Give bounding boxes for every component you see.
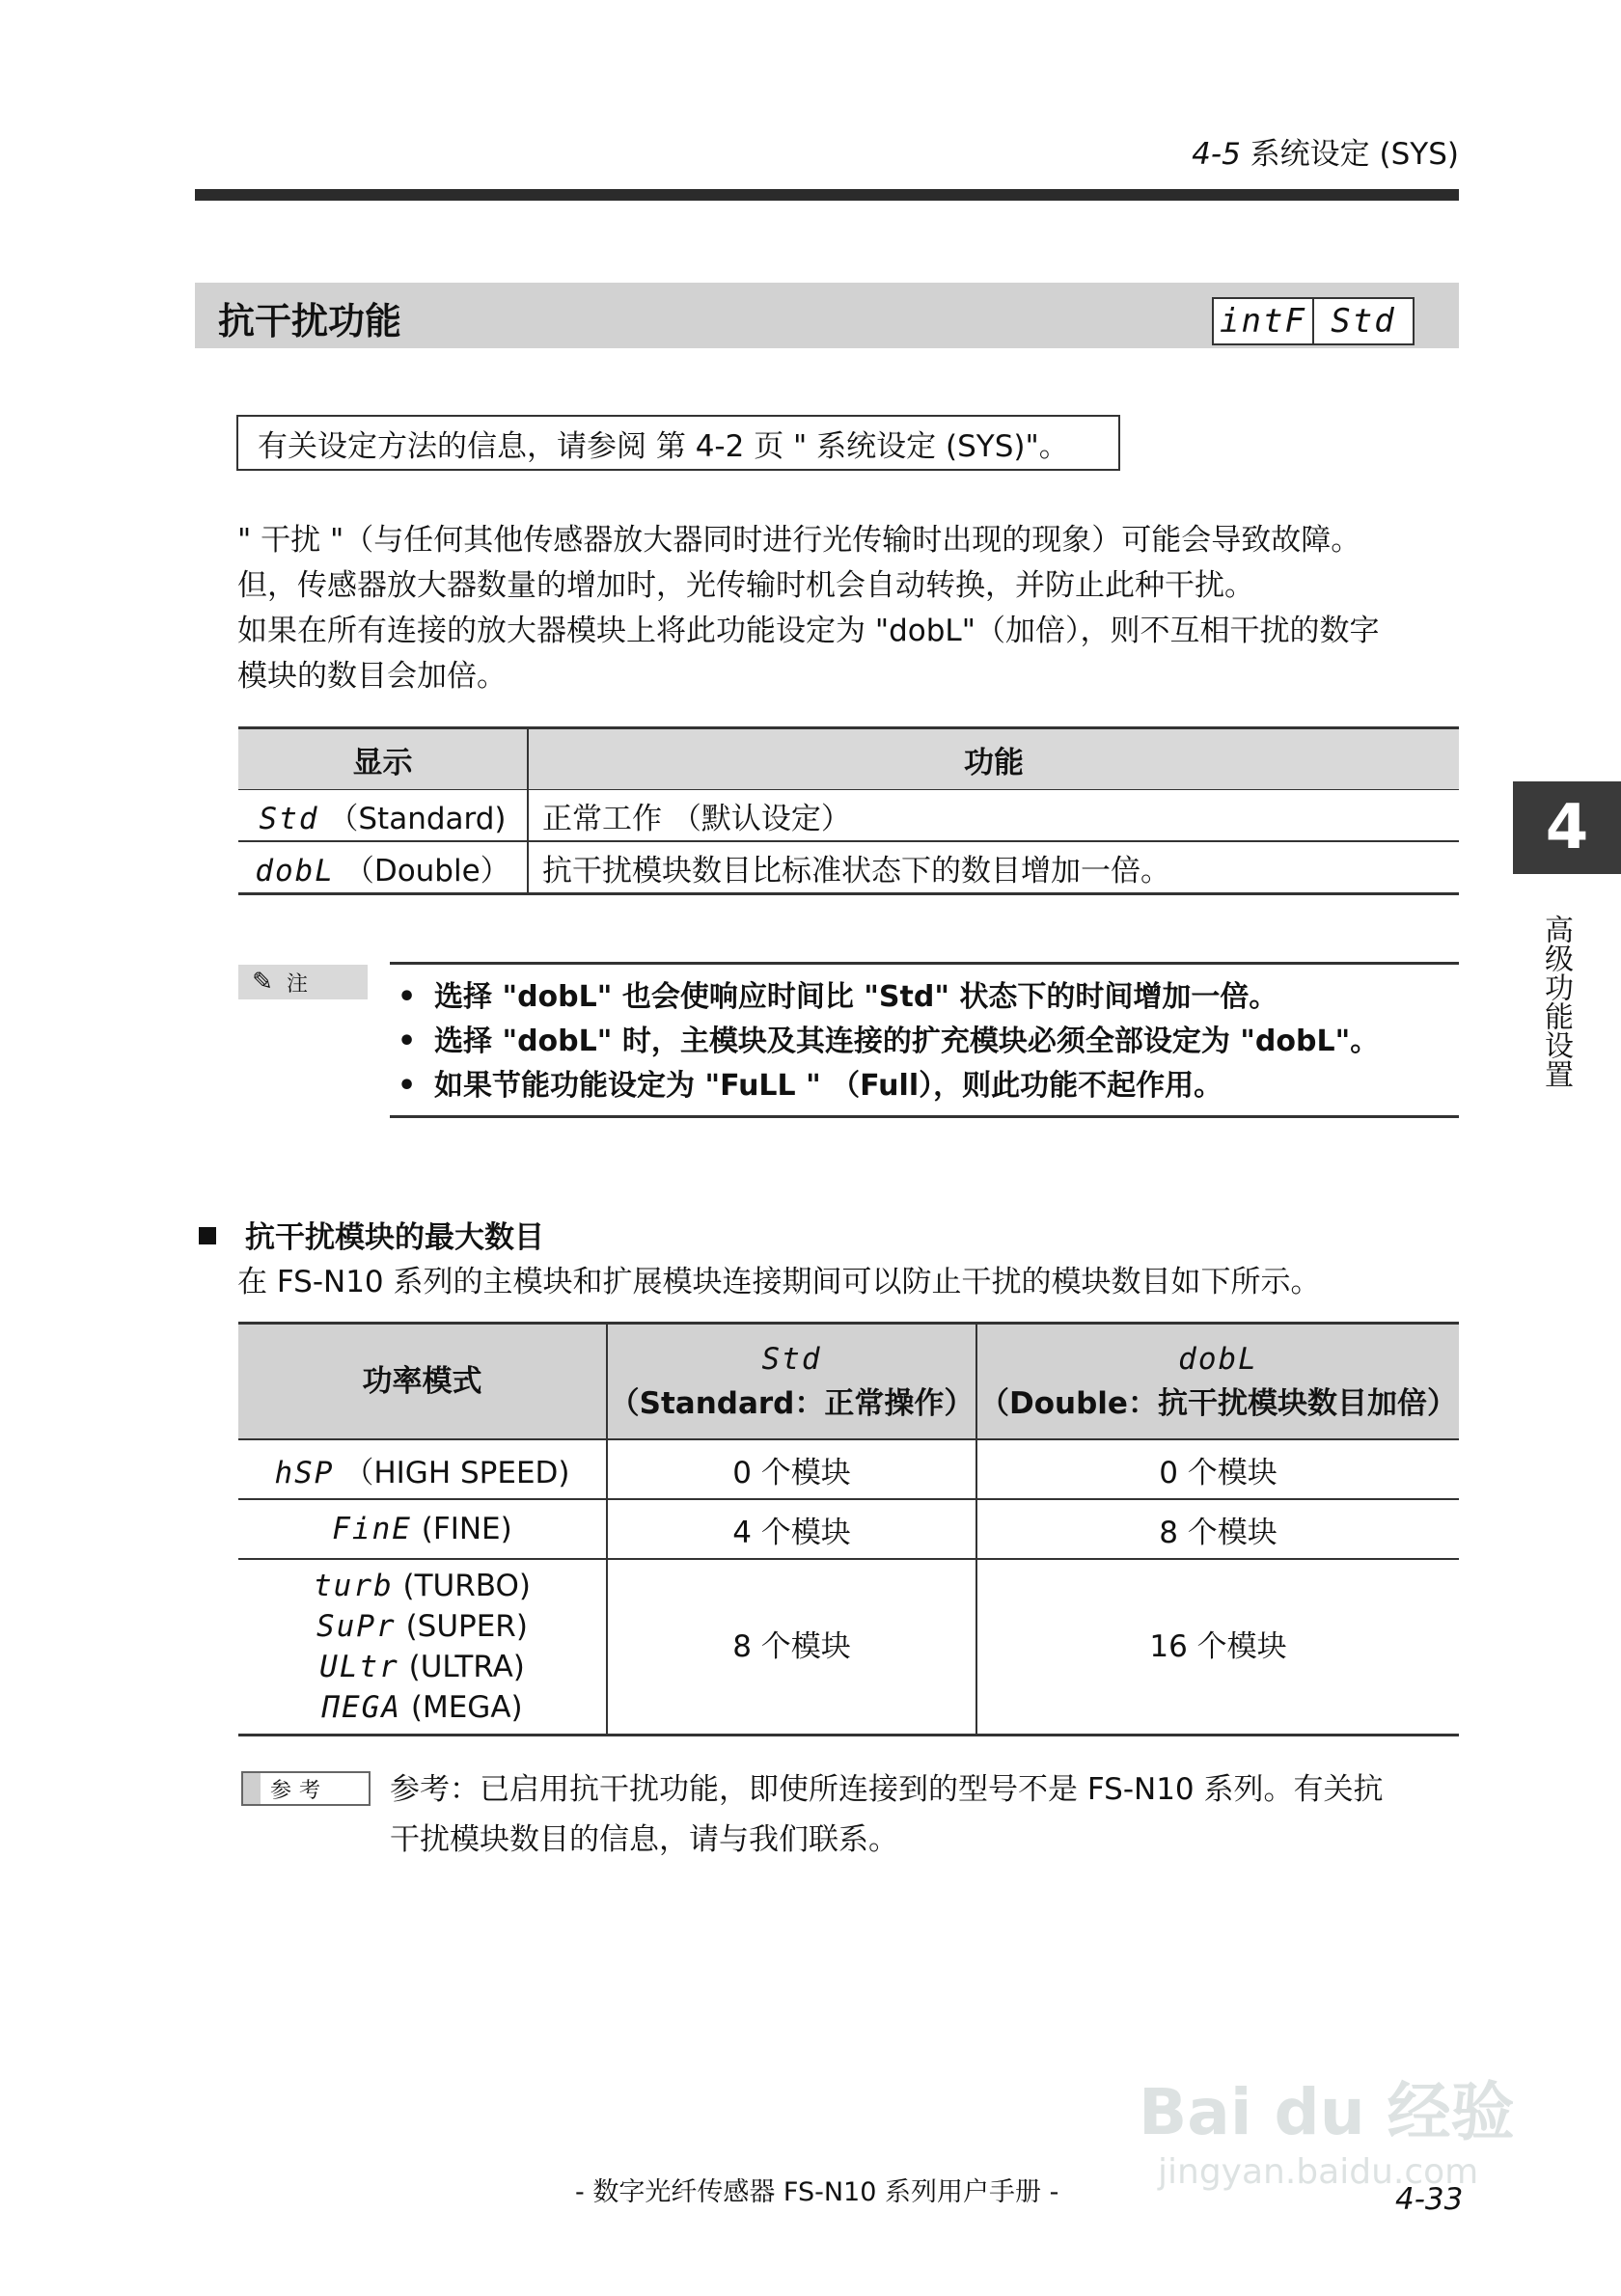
column-header-double: [976, 1324, 1459, 1440]
mode-name: (FINE): [421, 1512, 512, 1546]
segment-code: turb: [314, 1569, 394, 1603]
header-rule: [195, 189, 1459, 201]
note-label: [238, 965, 368, 999]
segment-code: dobL: [255, 853, 335, 888]
intro-paragraph: [237, 518, 1468, 699]
double-count-cell: 16 个模块: [976, 1559, 1459, 1736]
reference-paragraph: [390, 1764, 1461, 1865]
table-row: [238, 1499, 1459, 1559]
table-header-row: [238, 1324, 1459, 1440]
column-header-label: （Standard：正常操作）: [609, 1386, 975, 1421]
double-count-cell: 8 个模块: [976, 1499, 1459, 1559]
mode-name: （Double）: [343, 853, 510, 888]
reference-icon-bar: [243, 1773, 261, 1804]
subsection-heading-text: 抗干扰模块的最大数目: [245, 1220, 544, 1255]
intro-line: 模块的数目会加倍。: [237, 659, 507, 694]
function-cell: 正常工作 （默认设定）: [528, 790, 1459, 842]
standard-count-cell: 8 个模块: [607, 1559, 976, 1736]
display-function-table: [238, 726, 1459, 895]
table-row: [238, 1559, 1459, 1736]
intro-line: 但，传感器放大器数量的增加时，光传输时机会自动转换，并防止此种干扰。: [237, 568, 1254, 603]
reference-icon: [241, 1771, 371, 1806]
segment-code: ΠEGA: [321, 1690, 402, 1725]
reference-box: 有关设定方法的信息，请参阅 第 4-2 页 " 系统设定 (SYS)"。: [236, 415, 1120, 471]
reference-line: 干扰模块数目的信息，请与我们联系。: [390, 1822, 898, 1857]
note-item: • 如果节能功能设定为 "FuLL " （Full），则此功能不起作用。: [398, 1064, 1379, 1108]
chapter-tab-label: 高级功能设置: [1539, 915, 1573, 1088]
section-title-text: 系统设定 (SYS): [1250, 137, 1459, 172]
segment-code: ULtr: [319, 1650, 399, 1684]
display-cell: [238, 790, 528, 842]
segment-code: SuPr: [316, 1609, 397, 1644]
standard-count-cell: 0 个模块: [607, 1439, 976, 1499]
lcd-segment-left: intF: [1220, 302, 1306, 341]
table-row: [238, 841, 1459, 894]
standard-count-cell: 4 个模块: [607, 1499, 976, 1559]
power-mode-cell: [238, 1559, 607, 1736]
table-row: [238, 1439, 1459, 1499]
reference-icon-label: 参考: [270, 1778, 329, 1803]
intro-line: 如果在所有连接的放大器模块上将此功能设定为 "dobL"（加倍），则不互相干扰的数字: [237, 614, 1380, 648]
mode-name: (ULTRA): [408, 1650, 525, 1684]
segment-code: Std: [259, 801, 319, 836]
column-header-label: （Double：抗干扰模块数目加倍）: [979, 1386, 1457, 1421]
column-header-power-mode: 功率模式: [238, 1324, 607, 1440]
table-header-row: [238, 728, 1459, 790]
watermark-brand: Bai du 经验: [1139, 2075, 1515, 2149]
mode-name: （HIGH SPEED): [343, 1455, 570, 1490]
segment-code: Std: [761, 1342, 822, 1377]
max-modules-table: [238, 1322, 1459, 1736]
note-item: • 选择 "dobL" 时，主模块及其连接的扩充模块必须全部设定为 "dobL"。: [398, 1020, 1379, 1064]
power-mode-cell: [238, 1439, 607, 1499]
lcd-display: [1212, 297, 1415, 345]
mode-name: (SUPER): [405, 1609, 528, 1644]
segment-code: dobL: [1178, 1342, 1258, 1377]
column-header-display: 显示: [238, 728, 528, 790]
chapter-tab: 4: [1513, 781, 1621, 874]
display-cell: [238, 841, 528, 894]
mode-name: (MEGA): [410, 1690, 523, 1725]
page-number: 4-33: [1395, 2182, 1464, 2217]
note-label-text: 注: [287, 971, 309, 997]
segment-code: FinE: [332, 1512, 412, 1546]
page-header-title: [1192, 129, 1459, 173]
watermark: [1139, 2061, 1525, 2234]
pencil-icon: ✎: [252, 968, 273, 997]
double-count-cell: 0 个模块: [976, 1439, 1459, 1499]
note-list: [398, 975, 1379, 1108]
subsection-description: 在 FS-N10 系列的主模块和扩展模块连接期间可以防止干扰的模块数目如下所示。: [237, 1265, 1321, 1299]
note-item: • 选择 "dobL" 也会使响应时间比 "Std" 状态下的时间增加一倍。: [398, 975, 1379, 1020]
footer-text: - 数字光纤传感器 FS-N10 系列用户手册 -: [575, 2177, 1059, 2207]
subsection-heading: [199, 1213, 544, 1256]
mode-name: （Standard): [328, 801, 507, 836]
square-bullet-icon: [199, 1227, 216, 1244]
section-heading: 抗干扰功能: [218, 300, 402, 342]
segment-code: hSP: [274, 1455, 335, 1490]
column-header-function: 功能: [528, 728, 1459, 790]
section-number: 4-5: [1192, 137, 1241, 172]
mode-name: (TURBO): [402, 1569, 531, 1603]
column-header-standard: [607, 1324, 976, 1440]
lcd-segment-right: Std: [1312, 299, 1413, 343]
watermark-url: jingyan.baidu.com: [1158, 2152, 1479, 2192]
function-cell: 抗干扰模块数目比标准状态下的数目增加一倍。: [528, 841, 1459, 894]
reference-line: 参考：已启用抗干扰功能，即使所连接到的型号不是 FS-N10 系列。有关抗: [390, 1772, 1384, 1807]
power-mode-cell: [238, 1499, 607, 1559]
table-row: [238, 790, 1459, 842]
intro-line: " 干扰 "（与任何其他传感器放大器同时进行光传输时出现的现象）可能会导致故障。: [237, 523, 1361, 558]
